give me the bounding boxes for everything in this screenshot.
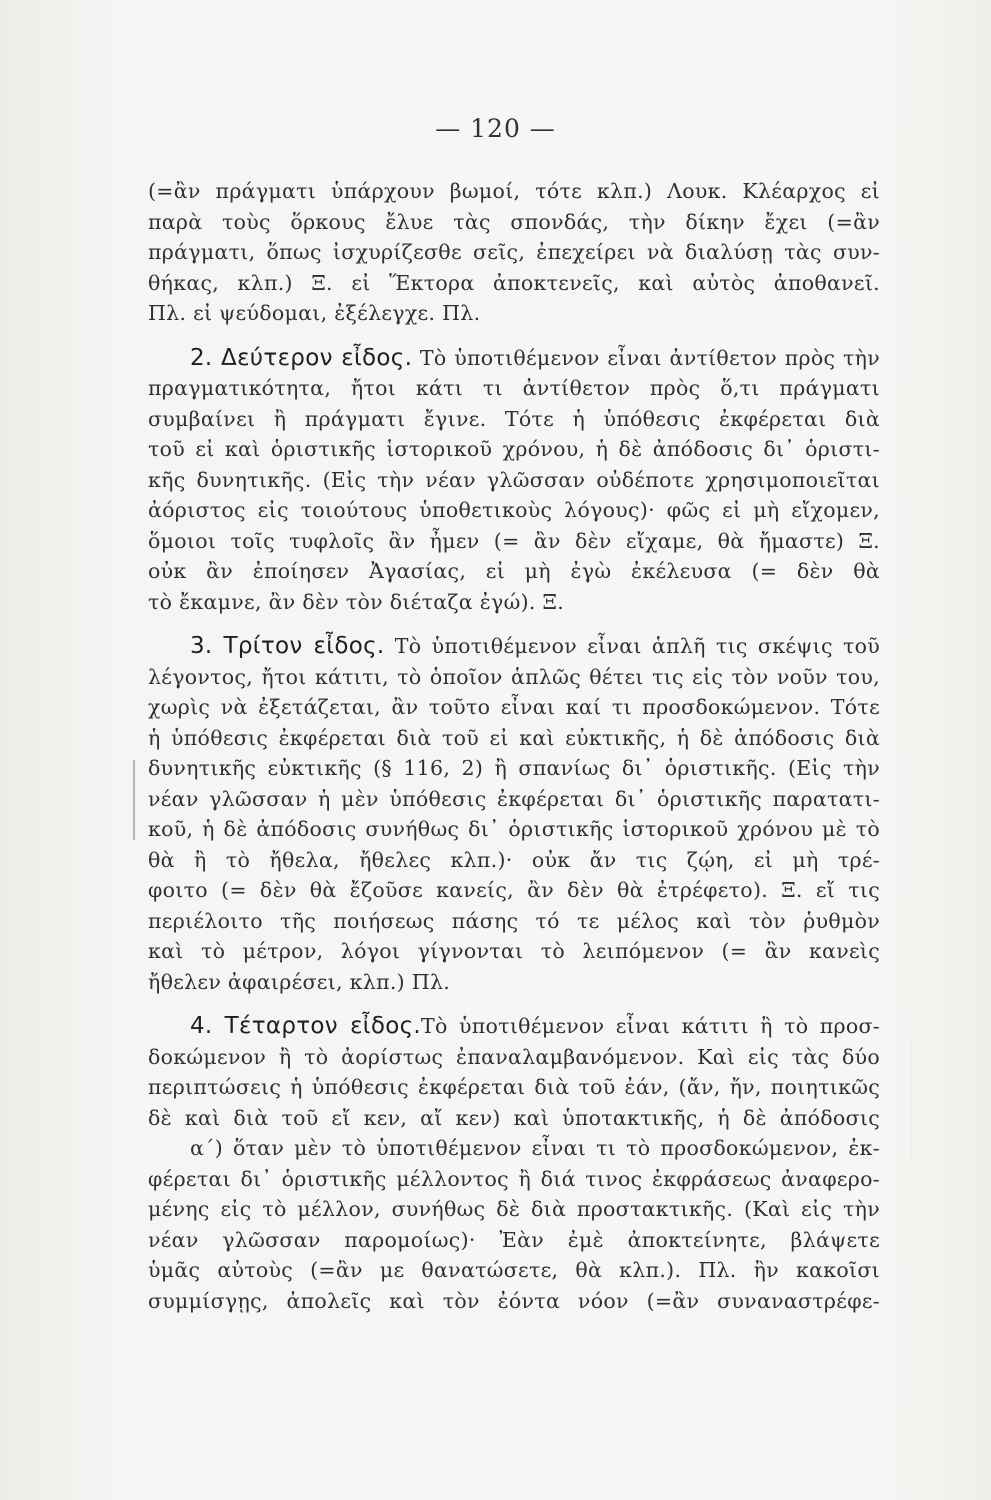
- text-line: συμβαίνει ἢ πράγματι ἔγινε. Τότε ἡ ὑπόθεσις ἐκφέρεται διὰ: [148, 406, 880, 431]
- text-line: παρὰ τοὺς ὅρκους ἔλυε τὰς σπονδάς, τὴν δίκην ἔχει (=ἂν: [148, 209, 880, 234]
- text-line: πραγματικότητα, ἤτοι κάτι τι ἀντίθετον πρὸς ὅ,τι πράγματι: [148, 376, 880, 400]
- text-line: καὶ τὸ μέτρον, λόγοι γίγνονται τὸ λειπόμενον (= ἂν κανεὶς: [148, 939, 880, 963]
- text-line: κῆς δυνητικῆς. (Εἰς τὴν νέαν γλῶσσαν οὐδέποτε χρησιμοποιεῖται: [148, 467, 880, 492]
- text-line: ἤθελεν ἀφαιρέσει, κλπ.) Πλ.: [148, 969, 451, 994]
- text-line: νέαν γλῶσσαν παρομοίως)· Ἐὰν ἐμὲ ἀποκτείνητε, βλάψετε: [148, 1227, 880, 1252]
- text-line: νέαν γλῶσσαν ἡ μὲν ὑπόθεσις ἐκφέρεται δι᾽ ὁριστικῆς παρατατι-: [148, 786, 880, 811]
- body-text: [148, 176, 880, 1316]
- text-line: Πλ. εἰ ψεύδομαι, ἐξέλεγχε. Πλ.: [148, 301, 481, 325]
- text-line: χωρὶς νὰ ἐξετάζεται, ἂν τοῦτο εἶναι καί τι προσδοκώμενον. Τότε: [148, 695, 880, 719]
- text-line: θήκας, κλπ.) Ξ. εἰ Ἕκτορα ἀποκτενεῖς, καὶ αὐτὸς ἀποθανεῖ.: [148, 270, 880, 295]
- text-line: περιπτώσεις ἡ ὑπόθεσις ἐκφέρεται διὰ τοῦ ἐάν, (ἄν, ἤν, ποιητικῶς: [148, 1075, 880, 1099]
- text-line: δὲ καὶ διὰ τοῦ εἴ κεν, αἴ κεν) καὶ ὑποτακτικῆς, ἡ δὲ ἀπόδοσις: [148, 1105, 880, 1130]
- section-4-heading: 4. Τέταρτον εἶδος.: [190, 1013, 422, 1039]
- text-line: (=ἂν πράγματι ὑπάρχουν βωμοί, τότε κλπ.) Λουκ. Κλέαρχος εἰ: [148, 179, 880, 203]
- text-line: φοιτο (= δὲν θὰ ἔζοῦσε κανείς, ἂν δὲν θὰ ἐτρέφετο). Ξ. εἴ τις: [148, 878, 880, 902]
- text-line: λέγοντος, ἤτοι κάτιτι, τὸ ὁποῖον ἁπλῶς θέτει τις εἰς τὸν νοῦν του,: [148, 664, 880, 689]
- text-line: οὐκ ἂν ἐποίησεν Ἀγασίας, εἰ μὴ ἐγὼ ἐκέλευσα (= δὲν θὰ: [148, 559, 880, 583]
- text-line: ὅμοιοι τοῖς τυφλοῖς ἂν ἦμεν (= ἂν δὲν εἴχαμε, θὰ ἤμαστε) Ξ.: [148, 528, 880, 553]
- text-line: α΄) ὅταν μὲν τὸ ὑποτιθέμενον εἶναι τι τὸ προσδοκώμενον, ἐκ-: [190, 1136, 880, 1160]
- text-line: δυνητικῆς εὐκτικῆς (§ 116, 2) ἢ σπανίως δι᾽ ὁριστικῆς. (Εἰς τὴν: [148, 756, 880, 780]
- text-line: θὰ ἢ τὸ ἤθελα, ἤθελες κλπ.)· οὐκ ἄν τις ζῴη, εἰ μὴ τρέ-: [148, 847, 880, 872]
- margin-pencil-mark: [133, 760, 135, 840]
- text-line: ἀόριστος εἰς τοιούτους ὑποθετικοὺς λόγους)· φῶς εἰ μὴ εἴχομεν,: [148, 498, 880, 522]
- section-2-first-line: 2. Δεύτερον εἶδος. Τὸ ὑποτιθέμενον εἶναι ἀντίθετον πρὸς τὴν: [190, 344, 880, 371]
- text-line: κοῦ, ἡ δὲ ἀπόδοσις συνήθως δι᾽ ὁριστικῆς ἱστορικοῦ χρόνου μὲ τὸ: [148, 817, 880, 841]
- section-3-first-line: 3. Τρίτον εἶδος. Τὸ ὑποτιθέμενον εἶναι ἁπλῆ τις σκέψις τοῦ: [190, 633, 880, 659]
- text-line: μένης εἰς τὸ μέλλον, συνήθως δὲ διὰ προστακτικῆς. (Καὶ εἰς τὴν: [148, 1197, 880, 1221]
- page-number: — 120 —: [435, 114, 556, 143]
- text-line: συμμίσγῃς, ἀπολεῖς καὶ τὸν ἐόντα νόον (=ἂν συναναστρέφε-: [148, 1288, 880, 1313]
- text-line: ἡ ὑπόθεσις ἐκφέρεται διὰ τοῦ εἰ καὶ εὐκτικῆς, ἡ δὲ ἀπόδοσις διὰ: [148, 725, 880, 750]
- text-line: δοκώμενον ἢ τὸ ἀορίστως ἐπαναλαμβανόμενον. Καὶ εἰς τὰς δύο: [148, 1044, 880, 1069]
- text-line: πράγματι, ὅπως ἰσχυρίζεσθε σεῖς, ἐπεχείρει νὰ διαλύσῃ τὰς συν-: [148, 240, 880, 264]
- section-3-heading: 3. Τρίτον εἶδος.: [190, 633, 385, 659]
- text-line: τὸ ἔκαμνε, ἂν δὲν τὸν διέταζα ἐγώ). Ξ.: [148, 589, 565, 614]
- paper-fold-mark: [910, 1040, 971, 1160]
- text-line: τοῦ εἰ καὶ ὁριστικῆς ἱστορικοῦ χρόνου, ἡ δὲ ἀπόδοσις δι᾽ ὁριστι-: [148, 437, 880, 461]
- text-line: ὑμᾶς αὐτοὺς (=ἂν με θανατώσετε, θὰ κλπ.). Πλ. ἢν κακοῖσι: [148, 1258, 880, 1282]
- section-2-heading: 2. Δεύτερον εἶδος.: [190, 344, 413, 371]
- section-4-first-line: 4. Τέταρτον εἶδος.Τὸ ὑποτιθέμενον εἶναι κάτιτι ἢ τὸ προσ-: [190, 1013, 880, 1039]
- text-line: φέρεται δι᾽ ὁριστικῆς μέλλοντος ἢ διά τινος ἐκφράσεως ἀναφερο-: [148, 1166, 880, 1191]
- text-line: περιέλοιτο τῆς ποιήσεως πάσης τό τε μέλος καὶ τὸν ῥυθμὸν: [148, 908, 880, 933]
